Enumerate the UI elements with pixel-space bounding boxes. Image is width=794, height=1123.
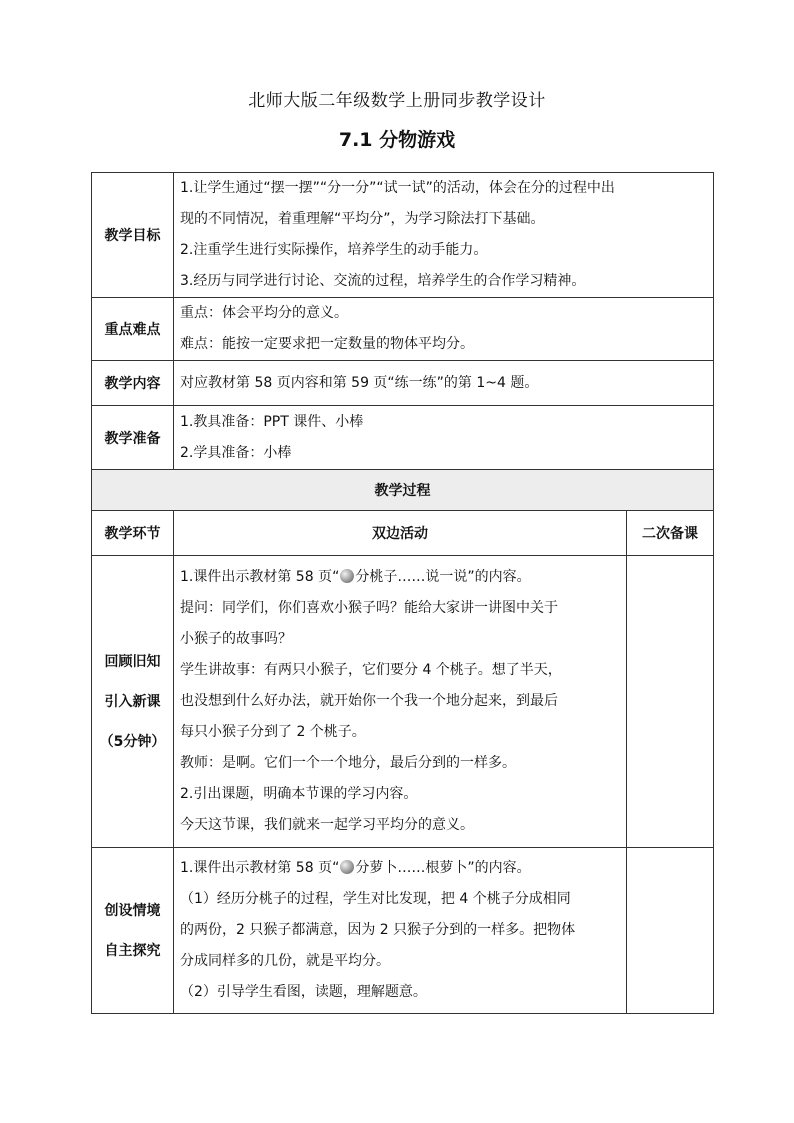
activity-line: （2）引导学生看图，读题，理解题意。 <box>180 984 427 1000</box>
goals-line: 现的不同情况，着重理解“平均分”，为学习除法打下基础。 <box>180 211 545 227</box>
activity-line: 小猴子的故事吗？ <box>180 631 292 647</box>
activity-line <box>180 853 620 884</box>
goals-line: 1.让学生通过“摆一摆”“分一分”“试一试”的活动，体会在分的过程中出 <box>180 180 615 196</box>
ball-icon <box>340 569 354 583</box>
row-label-goals: 教学目标 <box>92 173 174 298</box>
activity-line: 每只小猴子分到了 2 个桃子。 <box>180 724 366 740</box>
stage-1-notes <box>627 556 714 848</box>
stage-label-line: （5分钟） <box>99 733 166 750</box>
column-header-notes: 二次备课 <box>627 511 714 556</box>
activity-line: 提问：同学们，你们喜欢小猴子吗？能给大家讲一讲图中关于 <box>180 600 558 616</box>
goals-line: 2.注重学生进行实际操作，培养学生的动手能力。 <box>180 242 488 258</box>
difficulty-line: 难点：能按一定要求把一定数量的物体平均分。 <box>180 336 474 352</box>
table-row-stage-1 <box>92 556 714 848</box>
table-row-goals <box>92 173 714 298</box>
table-row-preparation <box>92 406 714 470</box>
goals-content <box>174 173 714 298</box>
column-header-activity: 双边活动 <box>174 511 627 556</box>
stage-label-line: 自主探究 <box>104 942 161 959</box>
stage-1-activity <box>174 556 627 848</box>
process-heading: 教学过程 <box>92 470 714 511</box>
document-title: 北师大版二年级数学上册同步教学设计 <box>248 91 546 111</box>
lesson-title: 7.1 分物游戏 <box>338 129 456 151</box>
stage-label-review <box>92 556 174 848</box>
content-text: 对应教材第 58 页内容和第 59 页“练一练”的第 1~4 题。 <box>174 361 714 406</box>
goals-line: 3.经历与同学进行讨论、交流的过程，培养学生的合作学习精神。 <box>180 273 586 289</box>
row-label-content: 教学内容 <box>92 361 174 406</box>
activity-line-prefix: 1.课件出示教材第 58 页“ <box>180 569 340 585</box>
activity-line: 也没想到什么好办法，就开始你一个我一个地分起来，到最后 <box>180 693 558 709</box>
preparation-content <box>174 406 714 470</box>
table-row-content <box>92 361 714 406</box>
table-row-key-points <box>92 298 714 361</box>
activity-line: 分成同样多的几份，就是平均分。 <box>180 953 390 969</box>
activity-line: 学生讲故事：有两只小猴子，它们要分 4 个桃子。想了半天， <box>180 662 562 678</box>
ball-icon <box>340 860 354 874</box>
table-row-column-headers <box>92 511 714 556</box>
row-label-key-points: 重点难点 <box>92 298 174 361</box>
activity-line-suffix: 分萝卜……根萝卜”的内容。 <box>355 860 531 876</box>
column-header-stage: 教学环节 <box>92 511 174 556</box>
row-label-preparation: 教学准备 <box>92 406 174 470</box>
key-point-line: 重点：体会平均分的意义。 <box>180 305 348 321</box>
activity-line: 教师：是啊。它们一个一个地分，最后分到的一样多。 <box>180 755 516 771</box>
stage-label-explore <box>92 848 174 1014</box>
activity-line: （1）经历分桃子的过程，学生对比发现，把 4 个桃子分成相同 <box>180 891 571 907</box>
key-points-content <box>174 298 714 361</box>
activity-line: 今天这节课，我们就来一起学习平均分的意义。 <box>180 817 474 833</box>
activity-line-prefix: 1.课件出示教材第 58 页“ <box>180 860 340 876</box>
table-row-process-heading <box>92 470 714 511</box>
student-prep-line: 2.学具准备：小棒 <box>180 444 292 461</box>
stage-2-notes <box>627 848 714 1014</box>
teacher-prep-line: 1.教具准备：PPT 课件、小棒 <box>180 413 364 430</box>
activity-line-suffix: 分桃子……说一说”的内容。 <box>355 569 531 585</box>
stage-label-line: 引入新课 <box>104 693 161 710</box>
activity-line <box>180 562 620 593</box>
stage-2-activity <box>174 848 627 1014</box>
table-row-stage-2 <box>92 848 714 1014</box>
stage-label-line: 回顾旧知 <box>104 653 161 670</box>
activity-line: 的两份，2 只猴子都满意，因为 2 只猴子分到的一样多。把物体 <box>180 922 576 938</box>
stage-label-line: 创设情境 <box>104 902 161 919</box>
activity-line: 2.引出课题，明确本节课的学习内容。 <box>180 786 418 802</box>
lesson-plan-table <box>91 172 714 1014</box>
